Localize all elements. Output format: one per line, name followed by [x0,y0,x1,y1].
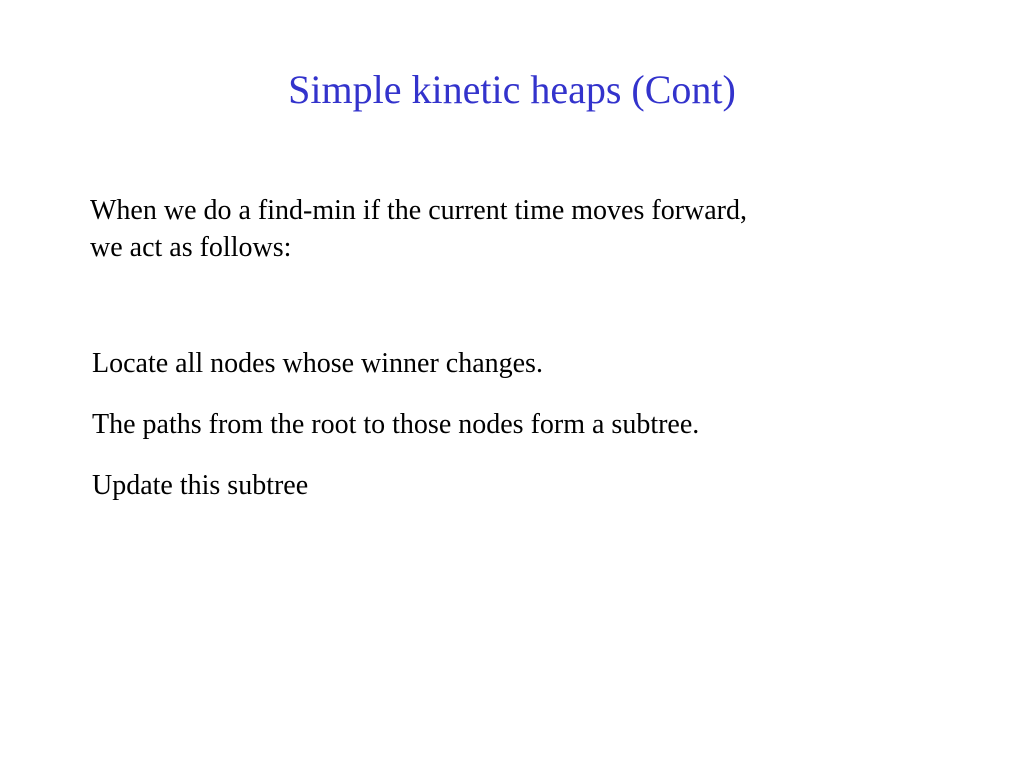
intro-line: we act as follows: [90,232,292,263]
intro-line: When we do a find-min if the current time moves forward, [90,195,748,226]
slide-title: Simple kinetic heaps (Cont) [288,67,736,112]
step-item-locate-nodes: Locate all nodes whose winner changes. [92,348,543,379]
step-item-paths-subtree: The paths from the root to those nodes form a subtree. [92,409,700,440]
step-list [92,346,699,529]
intro-paragraph [90,192,950,266]
step-item-update-subtree: Update this subtree [92,470,309,501]
